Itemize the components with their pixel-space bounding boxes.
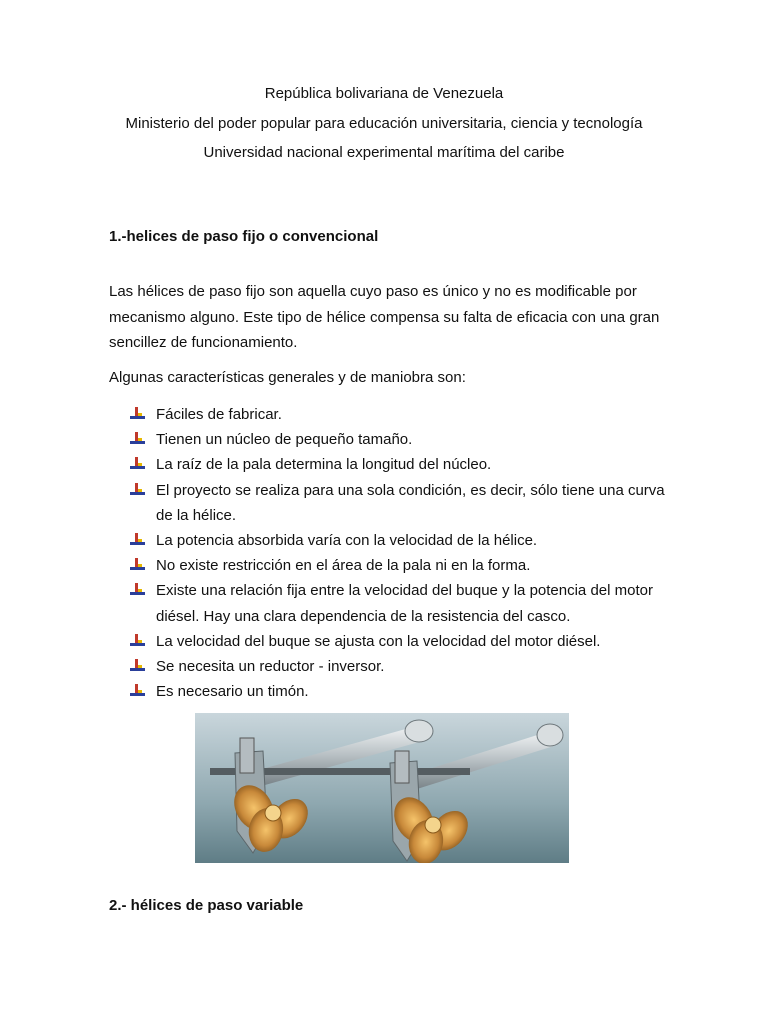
arrow-bullet-icon <box>130 558 146 572</box>
list-item-text: Fáciles de fabricar. <box>156 406 282 423</box>
arrow-bullet-icon <box>130 659 146 673</box>
arrow-bullet-icon <box>130 407 146 421</box>
arrow-bullet-icon <box>130 483 146 497</box>
arrow-bullet-icon <box>130 432 146 446</box>
characteristics-list <box>130 402 670 704</box>
list-item <box>130 478 670 528</box>
arrow-bullet-icon <box>130 533 146 547</box>
list-item-text: La potencia absorbida varía con la velocidad de la hélice. <box>156 532 538 550</box>
list-item <box>130 629 670 654</box>
section1-heading: 1.-helices de paso fijo o convencional <box>109 228 379 245</box>
header-country: República bolivariana de Venezuela <box>264 85 504 102</box>
header-ministry: Ministerio del poder popular para educación universitaria, ciencia y tecnología <box>125 115 643 132</box>
section1-paragraph: Las hélices de paso fijo son aquella cuyo paso es único y no es modificable por mecanismo alguno. Este tipo de hélice compensa su falta de eficacia con una gran sencillez de funcionamiento. <box>109 283 660 351</box>
list-item-text: La raíz de la pala determina la longitud del núcleo. <box>156 456 492 474</box>
arrow-bullet-icon <box>130 583 146 597</box>
arrow-bullet-icon <box>130 634 146 648</box>
header-university: Universidad nacional experimental marítima del caribe <box>203 144 565 161</box>
section1-intro: Algunas características generales y de maniobra son: <box>109 369 466 386</box>
list-item <box>130 553 670 578</box>
list-item-text: No existe restricción en el área de la pala ni en la forma. <box>156 557 531 575</box>
list-item-text: El proyecto se realiza para una sola condición, es decir, sólo tiene una curva de la hélice. <box>156 481 665 524</box>
list-item-text: Tienen un núcleo de pequeño tamaño. <box>156 431 413 449</box>
list-item <box>130 654 670 679</box>
section2-heading: 2.- hélices de paso variable <box>109 897 304 914</box>
list-item <box>130 427 670 452</box>
arrow-bullet-icon <box>130 684 146 698</box>
list-item <box>130 679 670 704</box>
list-item-text: Existe una relación fija entre la velocidad del buque y la potencia del motor diésel. Hay una clara dependencia de la resistencia del casco. <box>156 582 653 625</box>
arrow-bullet-icon <box>130 457 146 471</box>
list-item <box>130 578 670 628</box>
propeller-illustration <box>195 713 569 863</box>
list-item-text: La velocidad del buque se ajusta con la velocidad del motor diésel. <box>156 632 601 650</box>
list-item-text: Es necesario un timón. <box>156 683 309 701</box>
propeller-drawing <box>195 713 569 863</box>
list-item <box>130 452 670 477</box>
list-item <box>130 528 670 553</box>
list-item <box>130 402 670 427</box>
list-item-text: Se necesita un reductor - inversor. <box>156 658 385 676</box>
